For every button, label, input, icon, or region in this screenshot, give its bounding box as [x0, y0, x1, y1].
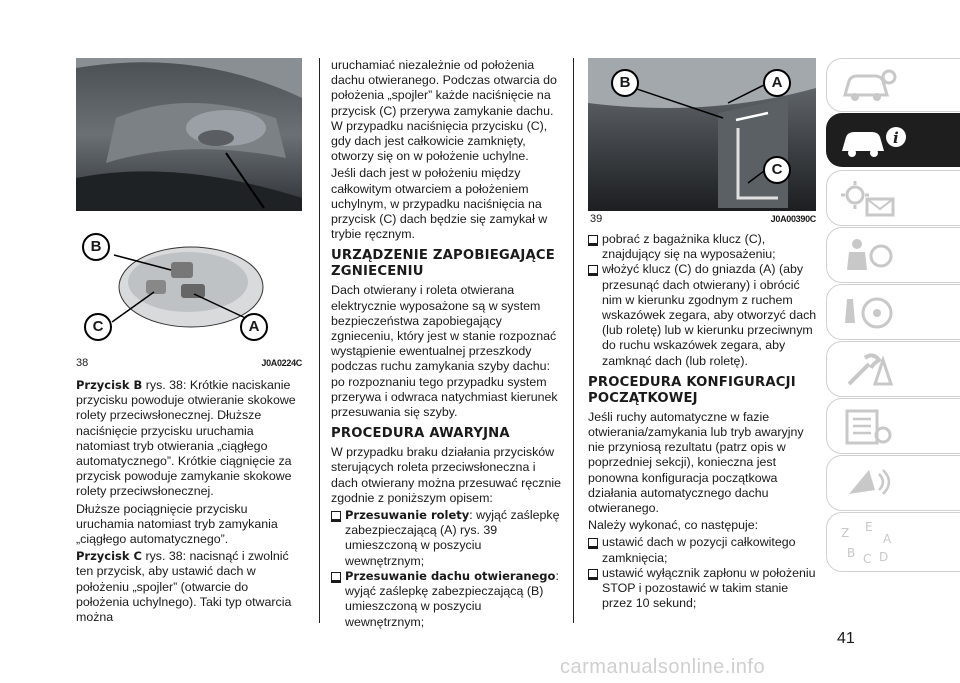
figure-38-top-photo	[76, 58, 302, 211]
paragraph: uruchamiać niezależnie od położenia dachu otwieranego. Podczas otwarcia do położenia „spojler” każde naciśnięcie na przycisk (C) przerywa zamykanie dachu. W przypadku naciśnięcia przycisku (C), gdy dach jest całkowicie zamknięty, otworzy się on w położenie uchylne.	[331, 58, 557, 164]
tab-technical-data[interactable]	[826, 455, 960, 511]
label-c-circle	[84, 313, 112, 341]
figure-number: 38	[76, 357, 89, 369]
list-item-lead: Przesuwanie rolety	[345, 508, 470, 523]
list-item-text: pobrać z bagażnika klucz (C), znajdujący się na wyposażeniu;	[602, 232, 776, 262]
label-b-circle	[611, 69, 639, 97]
list-item-text: włożyć klucz (C) do gniazda (A) (aby przesunąć dach otwierany) i obrócić nim w kierunku zgodnym z ruchem wskazówek zegara, aby otworzyć dach (lub roletę) lub w kierunku przeciwnym do ruchu wskazówek zegara, aby zamknąć dach (lub roletę).	[602, 262, 817, 368]
bullet-icon	[588, 265, 598, 274]
tab-car-info[interactable]	[826, 113, 960, 167]
svg-text:E: E	[865, 521, 873, 534]
navigation-icon	[839, 464, 899, 504]
list-item-text	[345, 508, 563, 569]
svg-text:C: C	[863, 552, 872, 565]
list-item-text	[345, 569, 563, 630]
tab-starting-driving[interactable]	[826, 284, 960, 340]
label-b-circle	[82, 233, 110, 261]
tab-car-dashboard[interactable]	[826, 58, 960, 112]
tab-index[interactable]	[826, 512, 960, 572]
label-a-text: A	[248, 318, 260, 335]
page-number: 41	[837, 630, 855, 647]
airbag-icon	[839, 236, 899, 276]
paragraph: Dłuższe pociągnięcie przycisku uruchamia natomiast tryb zamykania „ciągłego automatycznego”.	[76, 501, 278, 547]
list-item	[588, 262, 818, 368]
paragraph: W przypadku braku działania przycisków sterujących roleta przeciwsłoneczna i dach otwierany można przesuwać ręcznie zgodnie z poniższym opisem:	[331, 445, 562, 505]
paragraph-text: rys. 38: nacisnąć i zwolnić ten przycisk, aby ustawić dach w położeniu „spojler” (otwarcie do położenia uchylnego). Taki typ otwarcia można	[76, 549, 292, 625]
watermark: carmanualsonline.info	[560, 656, 766, 678]
label-b-text: B	[619, 74, 631, 91]
figure-code: J0A0224C	[261, 358, 302, 368]
bullet-icon	[331, 572, 341, 581]
list-item-text: ustawić dach w pozycji całkowitego zamknięcia;	[602, 535, 796, 565]
tab-warning-lights[interactable]	[826, 170, 960, 226]
button-b-lead: Przycisk B	[76, 378, 143, 392]
list-item-lead: Przesuwanie dachu otwieranego	[345, 568, 556, 583]
warning-lights-icon	[839, 179, 899, 219]
label-c-text: C	[92, 318, 104, 335]
list-icon	[839, 407, 899, 447]
list-item	[588, 566, 818, 612]
bullet-icon	[331, 511, 341, 520]
bullet-icon	[588, 538, 598, 547]
figure-number: 39	[590, 213, 603, 225]
tab-safety[interactable]	[826, 227, 960, 283]
index-icon	[839, 521, 909, 565]
svg-text:Z: Z	[841, 526, 850, 540]
svg-text:D: D	[879, 550, 889, 564]
list-item	[588, 535, 818, 565]
bullet-icon	[588, 569, 598, 578]
paragraph: Należy wykonać, co następuje:	[588, 518, 759, 533]
wrench-icon	[839, 350, 899, 390]
section-heading: PROCEDURA AWARYJNA	[331, 426, 510, 442]
list-item	[331, 508, 563, 569]
paragraph: Jeśli dach jest w położeniu między całkowitym otwarciem a położeniem uchylnym, w przypadku naciśnięcia na przycisk (C) dach będzie się zamykał w trybie ręcznym.	[331, 166, 548, 242]
section-heading: URZĄDZENIE ZAPOBIEGAJĄCE ZGNIECENIU	[331, 248, 555, 280]
label-a-circle	[763, 69, 791, 97]
label-b-text: B	[90, 238, 102, 255]
column-2-text	[331, 58, 563, 630]
paragraph: Dach otwierany i roleta otwierana elektrycznie wyposażone są w system bezpieczeństwa zapobiegający zgnieceniu, który jest w stanie rozpoznać wystąpienie ewentualnej przeszkody podczas ruchu zamykania szyby dachu: po rozpoznaniu tego przypadku system przerywa i odwraca natychmiast kierunek przesuwania się szyby.	[331, 283, 558, 420]
car-dashboard-icon	[839, 67, 899, 105]
paragraph	[76, 549, 304, 625]
label-c-circle	[763, 156, 791, 184]
label-c-text: C	[771, 161, 783, 178]
car-info-icon	[838, 121, 908, 161]
figure-code: J0A00390C	[770, 214, 816, 224]
figure-38-caption	[76, 357, 302, 369]
paragraph: Jeśli ruchy automatyczne w fazie otwierania/zamykania lub tryb awaryjny nie przyniosą rezultatu (patrz opis w poprzedniej sekcji), konieczna jest ponowna konfiguracja początkowa działania automatycznego dachu otwieranego.	[588, 409, 804, 516]
tab-emergency[interactable]	[826, 341, 960, 397]
steering-icon	[839, 293, 899, 333]
list-item	[588, 232, 818, 262]
figure-39-caption	[590, 213, 816, 225]
svg-text:A: A	[883, 532, 892, 546]
svg-text:B: B	[847, 546, 856, 560]
list-item-body: : wyjąć zaślepkę zabezpieczającą (A) rys. 39 umieszczoną w poszyciu wewnętrznym;	[345, 508, 560, 568]
label-a-circle	[240, 313, 268, 341]
label-a-text: A	[771, 74, 783, 91]
bullet-icon	[588, 235, 598, 244]
list-item-body: : wyjąć zaślepkę zabezpieczającą (B) umieszczoną w poszyciu wewnętrznym;	[345, 568, 559, 629]
paragraph	[76, 378, 304, 500]
section-heading: PROCEDURA KONFIGURACJI POCZĄTKOWEJ	[588, 374, 796, 406]
svg-text:i: i	[893, 129, 899, 147]
column-1-text	[76, 378, 304, 627]
column-divider	[573, 58, 574, 623]
list-item-text: ustawić wyłącznik zapłonu w położeniu STOP i pozostawić w takim stanie przez 10 sekund;	[602, 565, 816, 611]
button-c-lead: Przycisk C	[76, 549, 142, 564]
tab-maintenance[interactable]	[826, 398, 960, 454]
column-divider	[319, 58, 320, 623]
paragraph-text: rys. 38: Krótkie naciskanie przycisku powoduje otwieranie skokowe rolety przeciwsłonecznej. Dłuższe naciśnięcie przycisku uruchamia natomiast tryb otwierania „ciągłego automatycznego”. Krótkie ciągnięcie za przycisk powoduje zamykanie skokowe rolety przeciwsłonecznej.	[76, 378, 296, 499]
list-item	[331, 569, 563, 630]
column-3-text	[588, 232, 818, 611]
